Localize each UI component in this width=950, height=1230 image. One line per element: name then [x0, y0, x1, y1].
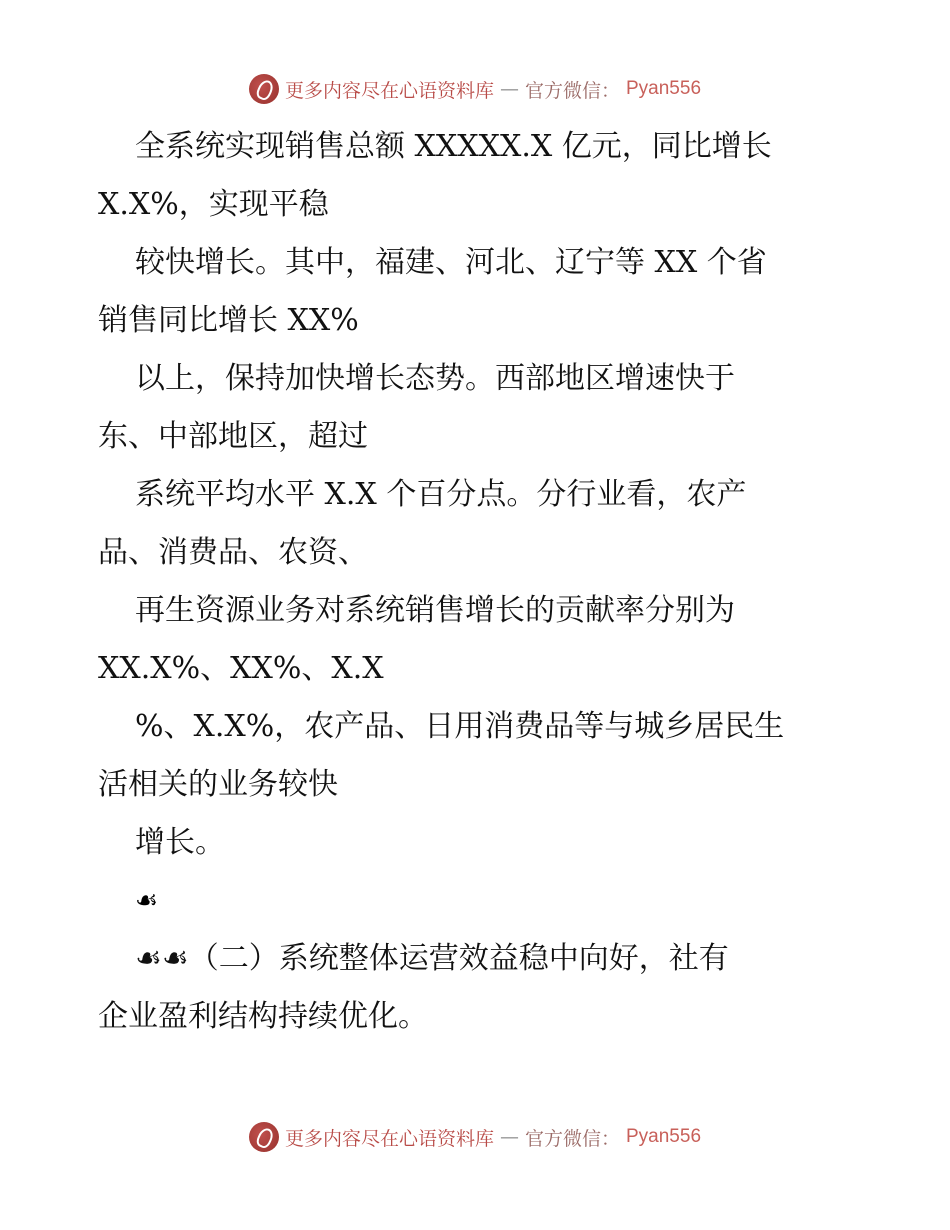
- watermark-id: Pyan556: [626, 1126, 702, 1147]
- header-watermark: [0, 74, 950, 104]
- pen-nib-logo-icon: [249, 1122, 279, 1152]
- watermark-label: 官方微信：: [524, 1127, 620, 1150]
- watermark-text: 更多内容尽在心语资料库: [284, 1127, 494, 1150]
- paragraph-line: 系统平均水平 X.X 个百分点。分行业看，农产: [135, 477, 747, 512]
- paragraph-line: XX.X%、XX%、X.X: [98, 651, 384, 686]
- watermark-dash: —: [499, 78, 519, 100]
- footer-watermark: [0, 1122, 950, 1152]
- floral-heart-ornament-icon: ☙: [135, 886, 159, 916]
- section-heading-line: 企业盈利结构持续优化。: [98, 999, 428, 1034]
- watermark-id: Pyan556: [626, 78, 702, 99]
- paragraph-line: 活相关的业务较快: [98, 767, 338, 802]
- section-heading-line: ☙☙（二）系统整体运营效益稳中向好，社有: [135, 941, 729, 976]
- paragraph-line: 全系统实现销售总额 XXXXX.X 亿元，同比增长: [135, 129, 772, 164]
- watermark-text: 更多内容尽在心语资料库: [284, 79, 494, 102]
- document-body: [98, 118, 858, 1046]
- paragraph-line: 较快增长。其中，福建、河北、辽宁等 XX 个省: [135, 245, 767, 280]
- paragraph-line: 增长。: [135, 825, 225, 860]
- paragraph-line: %、X.X%，农产品、日用消费品等与城乡居民生: [135, 709, 785, 744]
- pen-nib-logo-icon: [249, 74, 279, 104]
- paragraph-line: 品、消费品、农资、: [98, 535, 368, 570]
- paragraph-line: 销售同比增长 XX%: [98, 303, 359, 338]
- paragraph-line: X.X%，实现平稳: [98, 187, 329, 222]
- watermark-label: 官方微信：: [524, 79, 620, 102]
- paragraph-line: 再生资源业务对系统销售增长的贡献率分别为: [135, 593, 735, 628]
- watermark-dash: —: [499, 1126, 519, 1148]
- paragraph-line: 以上，保持加快增长态势。西部地区增速快于: [135, 361, 735, 396]
- paragraph-line: 东、中部地区，超过: [98, 419, 368, 454]
